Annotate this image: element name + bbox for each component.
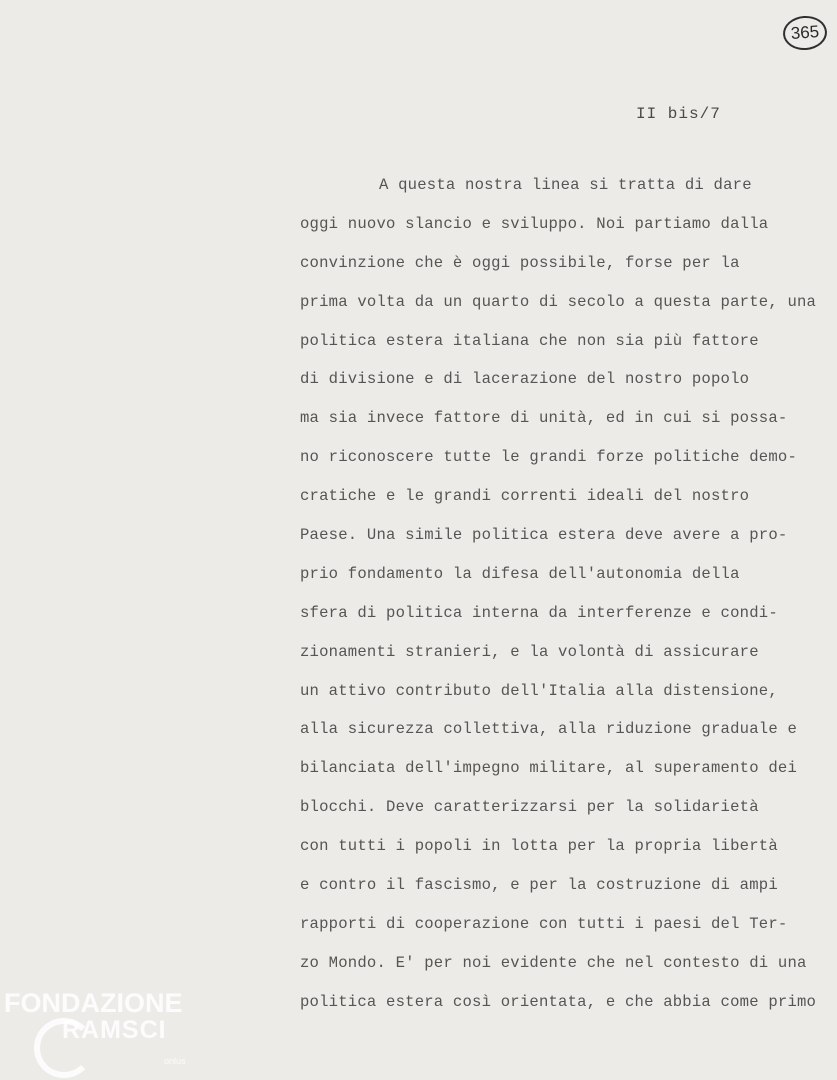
text-line: rapporti di cooperazione con tutti i paesi del Ter- bbox=[300, 914, 788, 933]
page-number: 365 bbox=[790, 22, 820, 43]
logo-line-2: RAMSCI bbox=[62, 1016, 167, 1044]
text-line: bilanciata dell'impegno militare, al superamento dei bbox=[300, 759, 798, 778]
logo-line-1: FONDAZIONE bbox=[4, 988, 183, 1018]
text-line: zo Mondo. E' per noi evidente che nel contesto di una bbox=[300, 953, 807, 972]
text-line: di divisione e di lacerazione del nostro popolo bbox=[300, 370, 750, 389]
text-line: convinzione che è oggi possibile, forse per la bbox=[300, 253, 740, 272]
text-line: ma sia invece fattore di unità, ed in cui si possa- bbox=[300, 409, 788, 428]
text-line: politica estera così orientata, e che abbia come primo bbox=[300, 992, 817, 1011]
text-line: A questa nostra linea si tratta di dare bbox=[379, 176, 752, 194]
text-line: sfera di politica interna da interferenze e condi- bbox=[300, 603, 778, 622]
text-line: politica estera italiana che non sia più fattore bbox=[300, 331, 759, 350]
text-line: cratiche e le grandi correnti ideali del nostro bbox=[300, 487, 750, 506]
text-line: alla sicurezza collettiva, alla riduzione graduale e bbox=[300, 720, 798, 739]
text-line: con tutti i popoli in lotta per la propria libertà bbox=[300, 837, 778, 856]
section-reference: II bis/7 bbox=[636, 105, 721, 123]
text-line: e contro il fascismo, e per la costruzione di ampi bbox=[300, 876, 778, 895]
text-line: Paese. Una simile politica estera deve avere a pro- bbox=[300, 526, 788, 545]
text-line: un attivo contributo dell'Italia alla distensione, bbox=[300, 681, 778, 700]
text-line: zionamenti stranieri, e la volontà di assicurare bbox=[300, 642, 759, 661]
logo-suffix: onlus bbox=[164, 1056, 186, 1066]
text-line: prima volta da un quarto di secolo a questa parte, una bbox=[300, 292, 817, 311]
text-line: blocchi. Deve caratterizzarsi per la solidarietà bbox=[300, 798, 759, 817]
body-text bbox=[300, 170, 837, 1026]
text-line: oggi nuovo slancio e sviluppo. Noi partiamo dalla bbox=[300, 214, 769, 233]
text-line: no riconoscere tutte le grandi forze politiche demo- bbox=[300, 448, 798, 467]
text-line: prio fondamento la difesa dell'autonomia della bbox=[300, 564, 740, 583]
page-number-stamp bbox=[782, 15, 828, 52]
fondazione-gramsci-logo bbox=[4, 988, 204, 1080]
